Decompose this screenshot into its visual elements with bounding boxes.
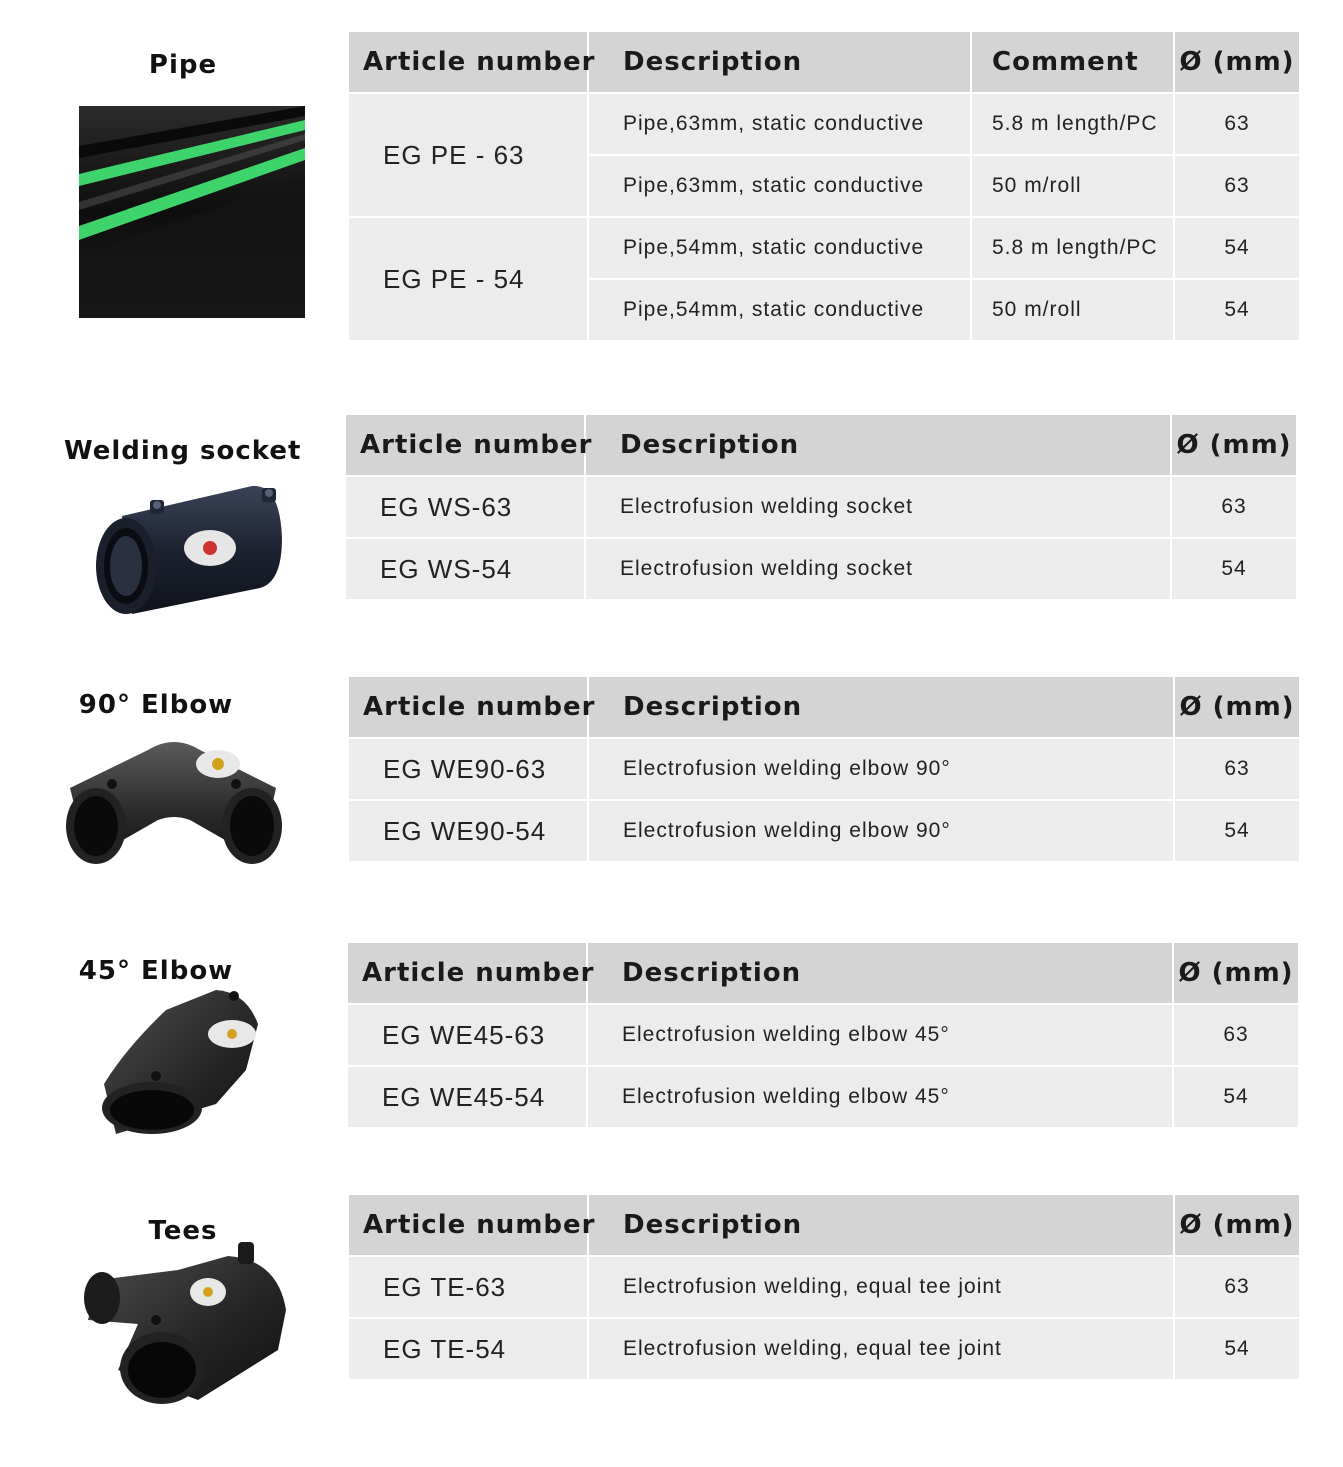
category-title: Pipe	[148, 50, 218, 80]
description: Pipe,54mm, static conductive	[588, 217, 971, 279]
article-number: EG PE - 63	[349, 93, 588, 217]
diameter: 54	[1173, 1066, 1298, 1128]
diameter: 63	[1171, 476, 1296, 538]
category-title: Tees	[148, 1216, 218, 1246]
header-description: Description	[588, 1195, 1174, 1256]
header-article-number: Article number	[349, 32, 588, 93]
table-row	[349, 738, 1299, 800]
header-description: Description	[588, 677, 1174, 738]
description: Electrofusion welding socket	[585, 538, 1171, 600]
table-row	[349, 800, 1299, 862]
description: Electrofusion welding, equal tee joint	[588, 1256, 1174, 1318]
article-number: EG WE45-63	[348, 1004, 587, 1066]
header-diameter: Ø (mm)	[1174, 32, 1299, 93]
pipe-spec-table	[349, 32, 1299, 342]
table-row	[346, 476, 1296, 538]
description: Electrofusion welding elbow 45°	[587, 1004, 1173, 1066]
header-article-number: Article number	[349, 1195, 588, 1256]
header-diameter: Ø (mm)	[1174, 1195, 1299, 1256]
article-number: EG WS-54	[346, 538, 585, 600]
header-diameter: Ø (mm)	[1174, 677, 1299, 738]
welding-socket-icon	[92, 478, 284, 620]
diameter: 54	[1174, 217, 1299, 279]
diameter: 63	[1174, 1256, 1299, 1318]
table-row	[349, 1318, 1299, 1380]
diameter: 63	[1174, 155, 1299, 217]
article-number: EG TE-63	[349, 1256, 588, 1318]
description: Electrofusion welding elbow 45°	[587, 1066, 1173, 1128]
article-number: EG WE45-54	[348, 1066, 587, 1128]
diameter: 54	[1174, 800, 1299, 862]
description: Electrofusion welding, equal tee joint	[588, 1318, 1174, 1380]
description: Pipe,63mm, static conductive	[588, 93, 971, 155]
tee-joint-icon	[78, 1240, 290, 1410]
header-diameter: Ø (mm)	[1171, 415, 1296, 476]
table-row	[349, 1256, 1299, 1318]
diameter: 63	[1174, 738, 1299, 800]
comment: 5.8 m length/PC	[971, 217, 1174, 279]
header-article-number: Article number	[348, 943, 587, 1004]
comment: 50 m/roll	[971, 155, 1174, 217]
table-row	[349, 93, 1299, 155]
description: Electrofusion welding elbow 90°	[588, 800, 1174, 862]
elbow-45-spec-table	[348, 943, 1298, 1129]
diameter: 54	[1174, 1318, 1299, 1380]
diameter: 63	[1173, 1004, 1298, 1066]
header-description: Description	[587, 943, 1173, 1004]
tees-spec-table	[349, 1195, 1299, 1381]
diameter: 54	[1171, 538, 1296, 600]
diameter: 63	[1174, 93, 1299, 155]
table-row	[348, 1004, 1298, 1066]
header-article-number: Article number	[346, 415, 585, 476]
header-article-number: Article number	[349, 677, 588, 738]
article-number: EG TE-54	[349, 1318, 588, 1380]
category-title: 90° Elbow	[78, 690, 234, 720]
comment: 50 m/roll	[971, 279, 1174, 341]
welding-socket-spec-table	[346, 415, 1296, 601]
elbow-90-icon	[60, 730, 288, 872]
elbow-90-spec-table	[349, 677, 1299, 863]
article-number: EG PE - 54	[349, 217, 588, 341]
diameter: 54	[1174, 279, 1299, 341]
table-row	[348, 1066, 1298, 1128]
description: Electrofusion welding elbow 90°	[588, 738, 1174, 800]
description: Pipe,63mm, static conductive	[588, 155, 971, 217]
header-comment: Comment	[971, 32, 1174, 93]
article-number: EG WE90-54	[349, 800, 588, 862]
pipe-icon	[79, 106, 305, 318]
table-row	[349, 217, 1299, 279]
article-number: EG WS-63	[346, 476, 585, 538]
description: Pipe,54mm, static conductive	[588, 279, 971, 341]
category-title: 45° Elbow	[78, 956, 234, 986]
header-description: Description	[588, 32, 971, 93]
header-diameter: Ø (mm)	[1173, 943, 1298, 1004]
category-title: Welding socket	[64, 436, 302, 466]
table-row	[346, 538, 1296, 600]
description: Electrofusion welding socket	[585, 476, 1171, 538]
comment: 5.8 m length/PC	[971, 93, 1174, 155]
header-description: Description	[585, 415, 1171, 476]
article-number: EG WE90-63	[349, 738, 588, 800]
elbow-45-icon	[96, 984, 266, 1140]
